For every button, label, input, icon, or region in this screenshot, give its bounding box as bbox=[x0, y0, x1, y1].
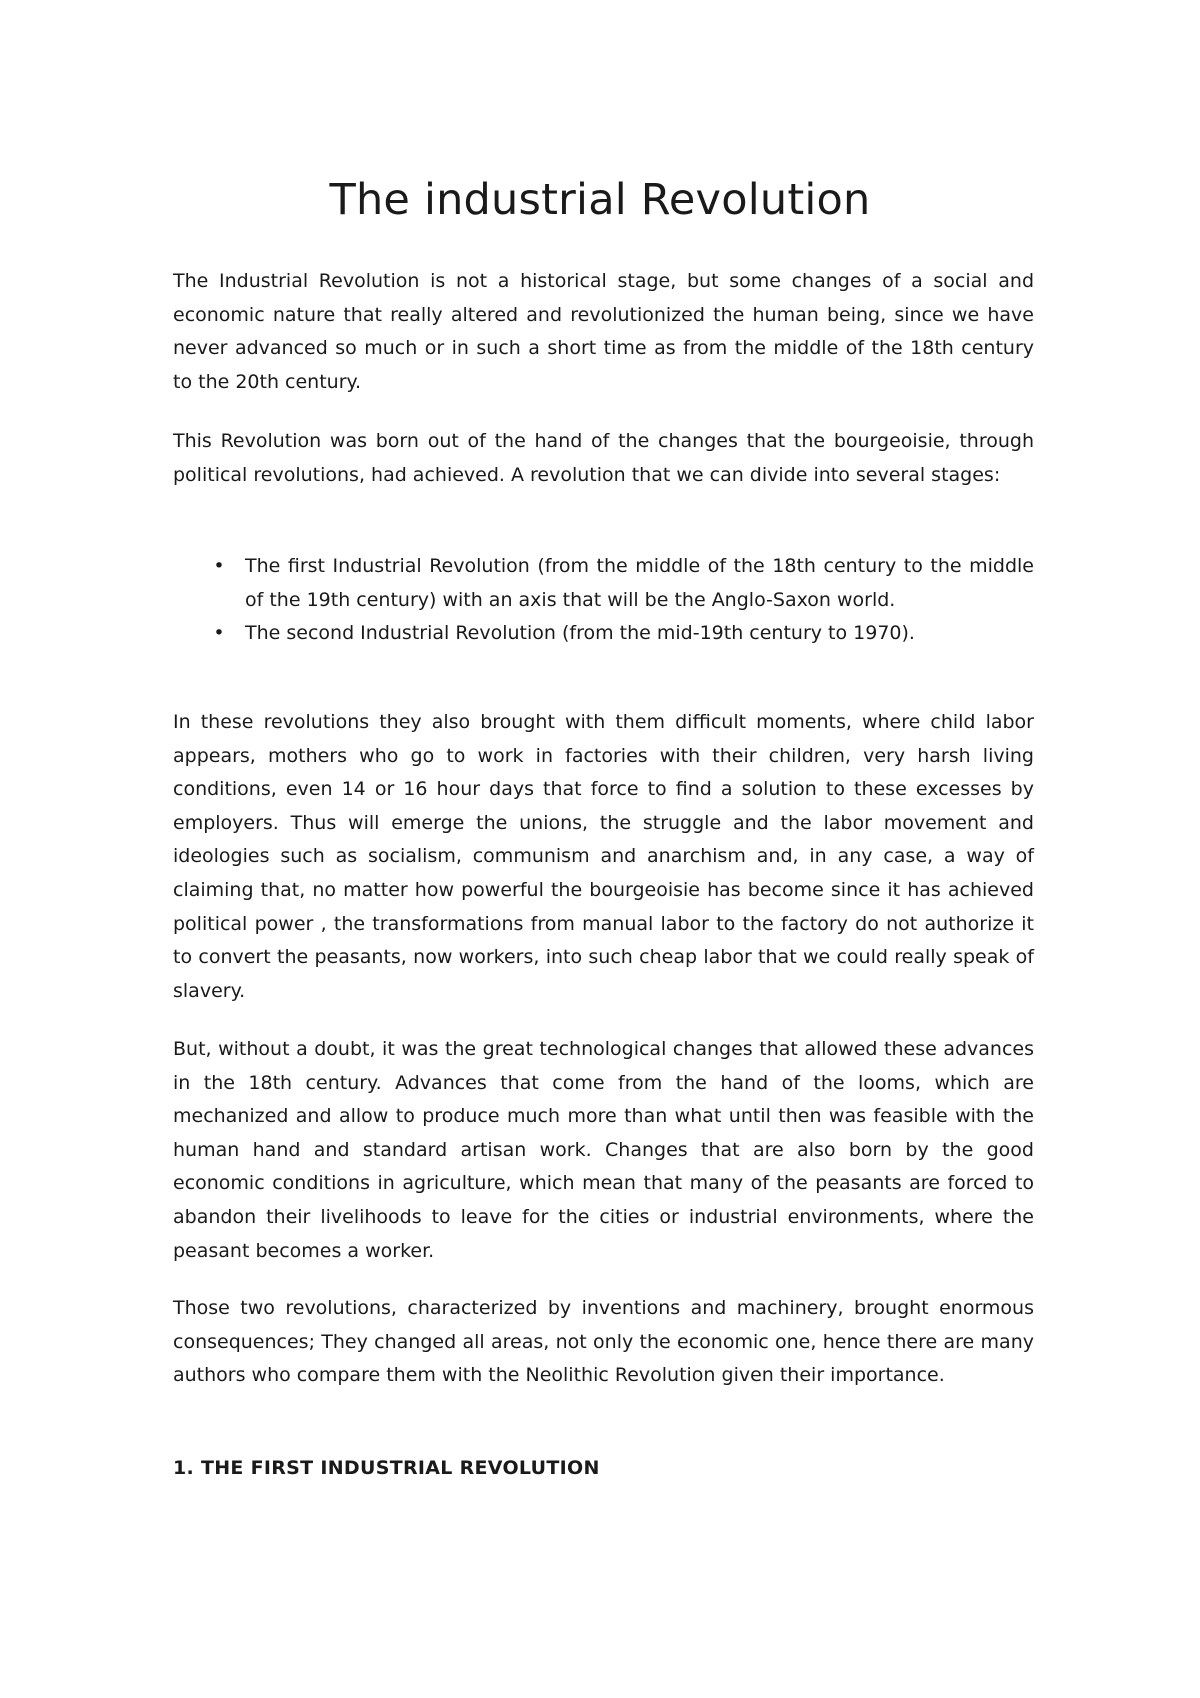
stages-list bbox=[173, 550, 1034, 651]
importance-paragraph: Those two revolutions, characterized by inventions and machinery, brought enormous consequences; They changed all areas, not only the economic one, hence there are many authors who compare them with the Neolithic Revolution given their importance. bbox=[173, 1297, 1034, 1387]
consequences-paragraph: In these revolutions they also brought with them difficult moments, where child labor appears, mothers who go to work in factories with their children, very harsh living conditions, even 14 or 16 hour days that force to find a solution to these excesses by employers. Thus will emerge the unions, the struggle and the labor movement and ideologies such as socialism, communism and anarchism and, in any case, a way of claiming that, no matter how powerful the bourgeoisie has become since it has achieved political power , the transformations from manual labor to the factory do not authorize it to convert the peasants, now workers, into such cheap labor that we could really speak of slavery. bbox=[173, 711, 1034, 1002]
bullet-icon: • bbox=[213, 555, 225, 577]
section-heading: 1. THE FIRST INDUSTRIAL REVOLUTION bbox=[173, 1457, 600, 1479]
document-title: The industrial Revolution bbox=[329, 175, 871, 225]
stage-second-text: The second Industrial Revolution (from the mid-19th century to 1970). bbox=[245, 622, 915, 645]
technology-paragraph: But, without a doubt, it was the great technological changes that allowed these advances in the 18th century. Advances that come from the hand of the looms, which are mechanized and allow to produce much more than what until then was feasible with the human hand and standard artisan work. Changes that are also born by the good economic conditions in agriculture, which mean that many of the peasants are forced to abandon their livelihoods to leave for the cities or industrial environments, where the peasant becomes a worker. bbox=[173, 1038, 1034, 1262]
intro-paragraph: The Industrial Revolution is not a historical stage, but some changes of a social and economic nature that really altered and revolutionized the human being, since we have never advanced so much or in such a short time as from the middle of the 18th century to the 20th century. bbox=[173, 270, 1034, 393]
stage-first-text: The first Industrial Revolution (from the middle of the 18th century to the middle of the 19th century) with an axis that will be the Anglo-Saxon world. bbox=[245, 555, 1034, 611]
bullet-icon: • bbox=[213, 622, 225, 645]
list-item bbox=[173, 617, 1034, 651]
list-item bbox=[173, 550, 1034, 617]
stages-intro-paragraph: This Revolution was born out of the hand of the changes that the bourgeoisie, through political revolutions, had achieved. A revolution that we can divide into several stages: bbox=[173, 430, 1034, 486]
